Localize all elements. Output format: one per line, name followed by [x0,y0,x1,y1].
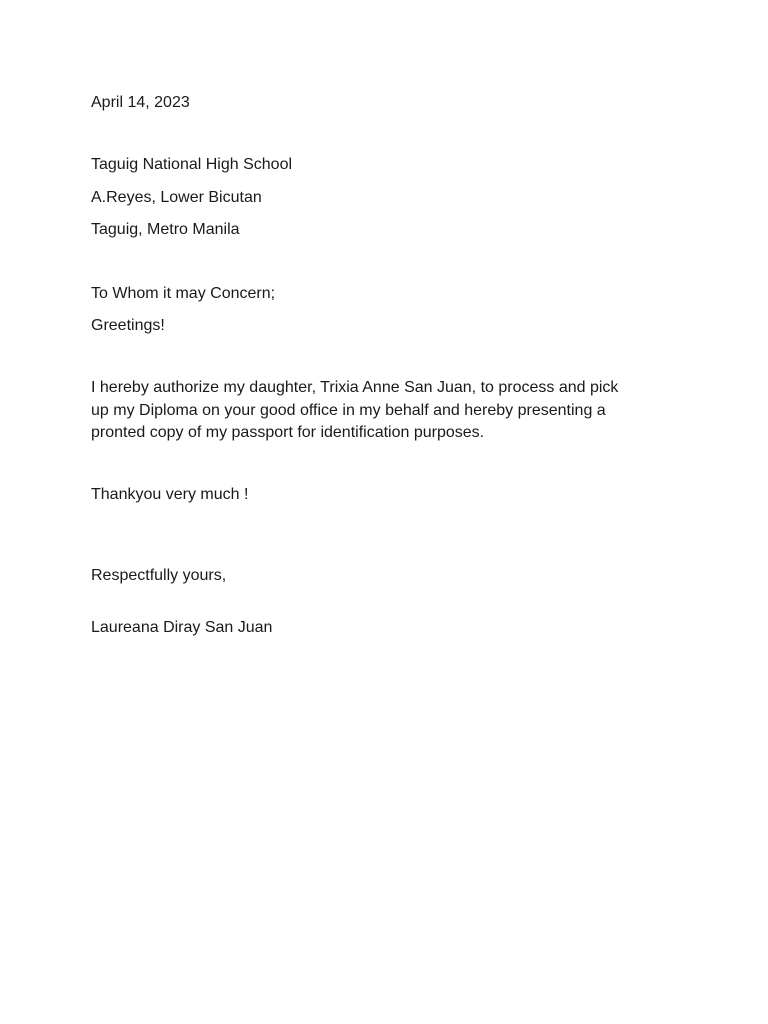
salutation: To Whom it may Concern; [91,285,276,302]
body-line-3: pronted copy of my passport for identification purposes. [91,424,485,442]
recipient-line-2: A.Reyes, Lower Bicutan [91,189,262,206]
signature-name: Laureana Diray San Juan [91,619,273,636]
thanks-line: Thankyou very much ! [91,486,249,503]
body-line-1: I hereby authorize my daughter, Trixia Anne San Juan, to process and pick [91,379,619,396]
greeting: Greetings! [91,317,165,334]
letter-date: April 14, 2023 [91,94,190,111]
closing-line: Respectfully yours, [91,567,227,584]
body-line-2: up my Diploma on your good office in my behalf and hereby presenting a [91,401,606,419]
recipient-line-3: Taguig, Metro Manila [91,221,240,238]
recipient-line-1: Taguig National High School [91,156,293,173]
body-paragraph [91,377,681,445]
